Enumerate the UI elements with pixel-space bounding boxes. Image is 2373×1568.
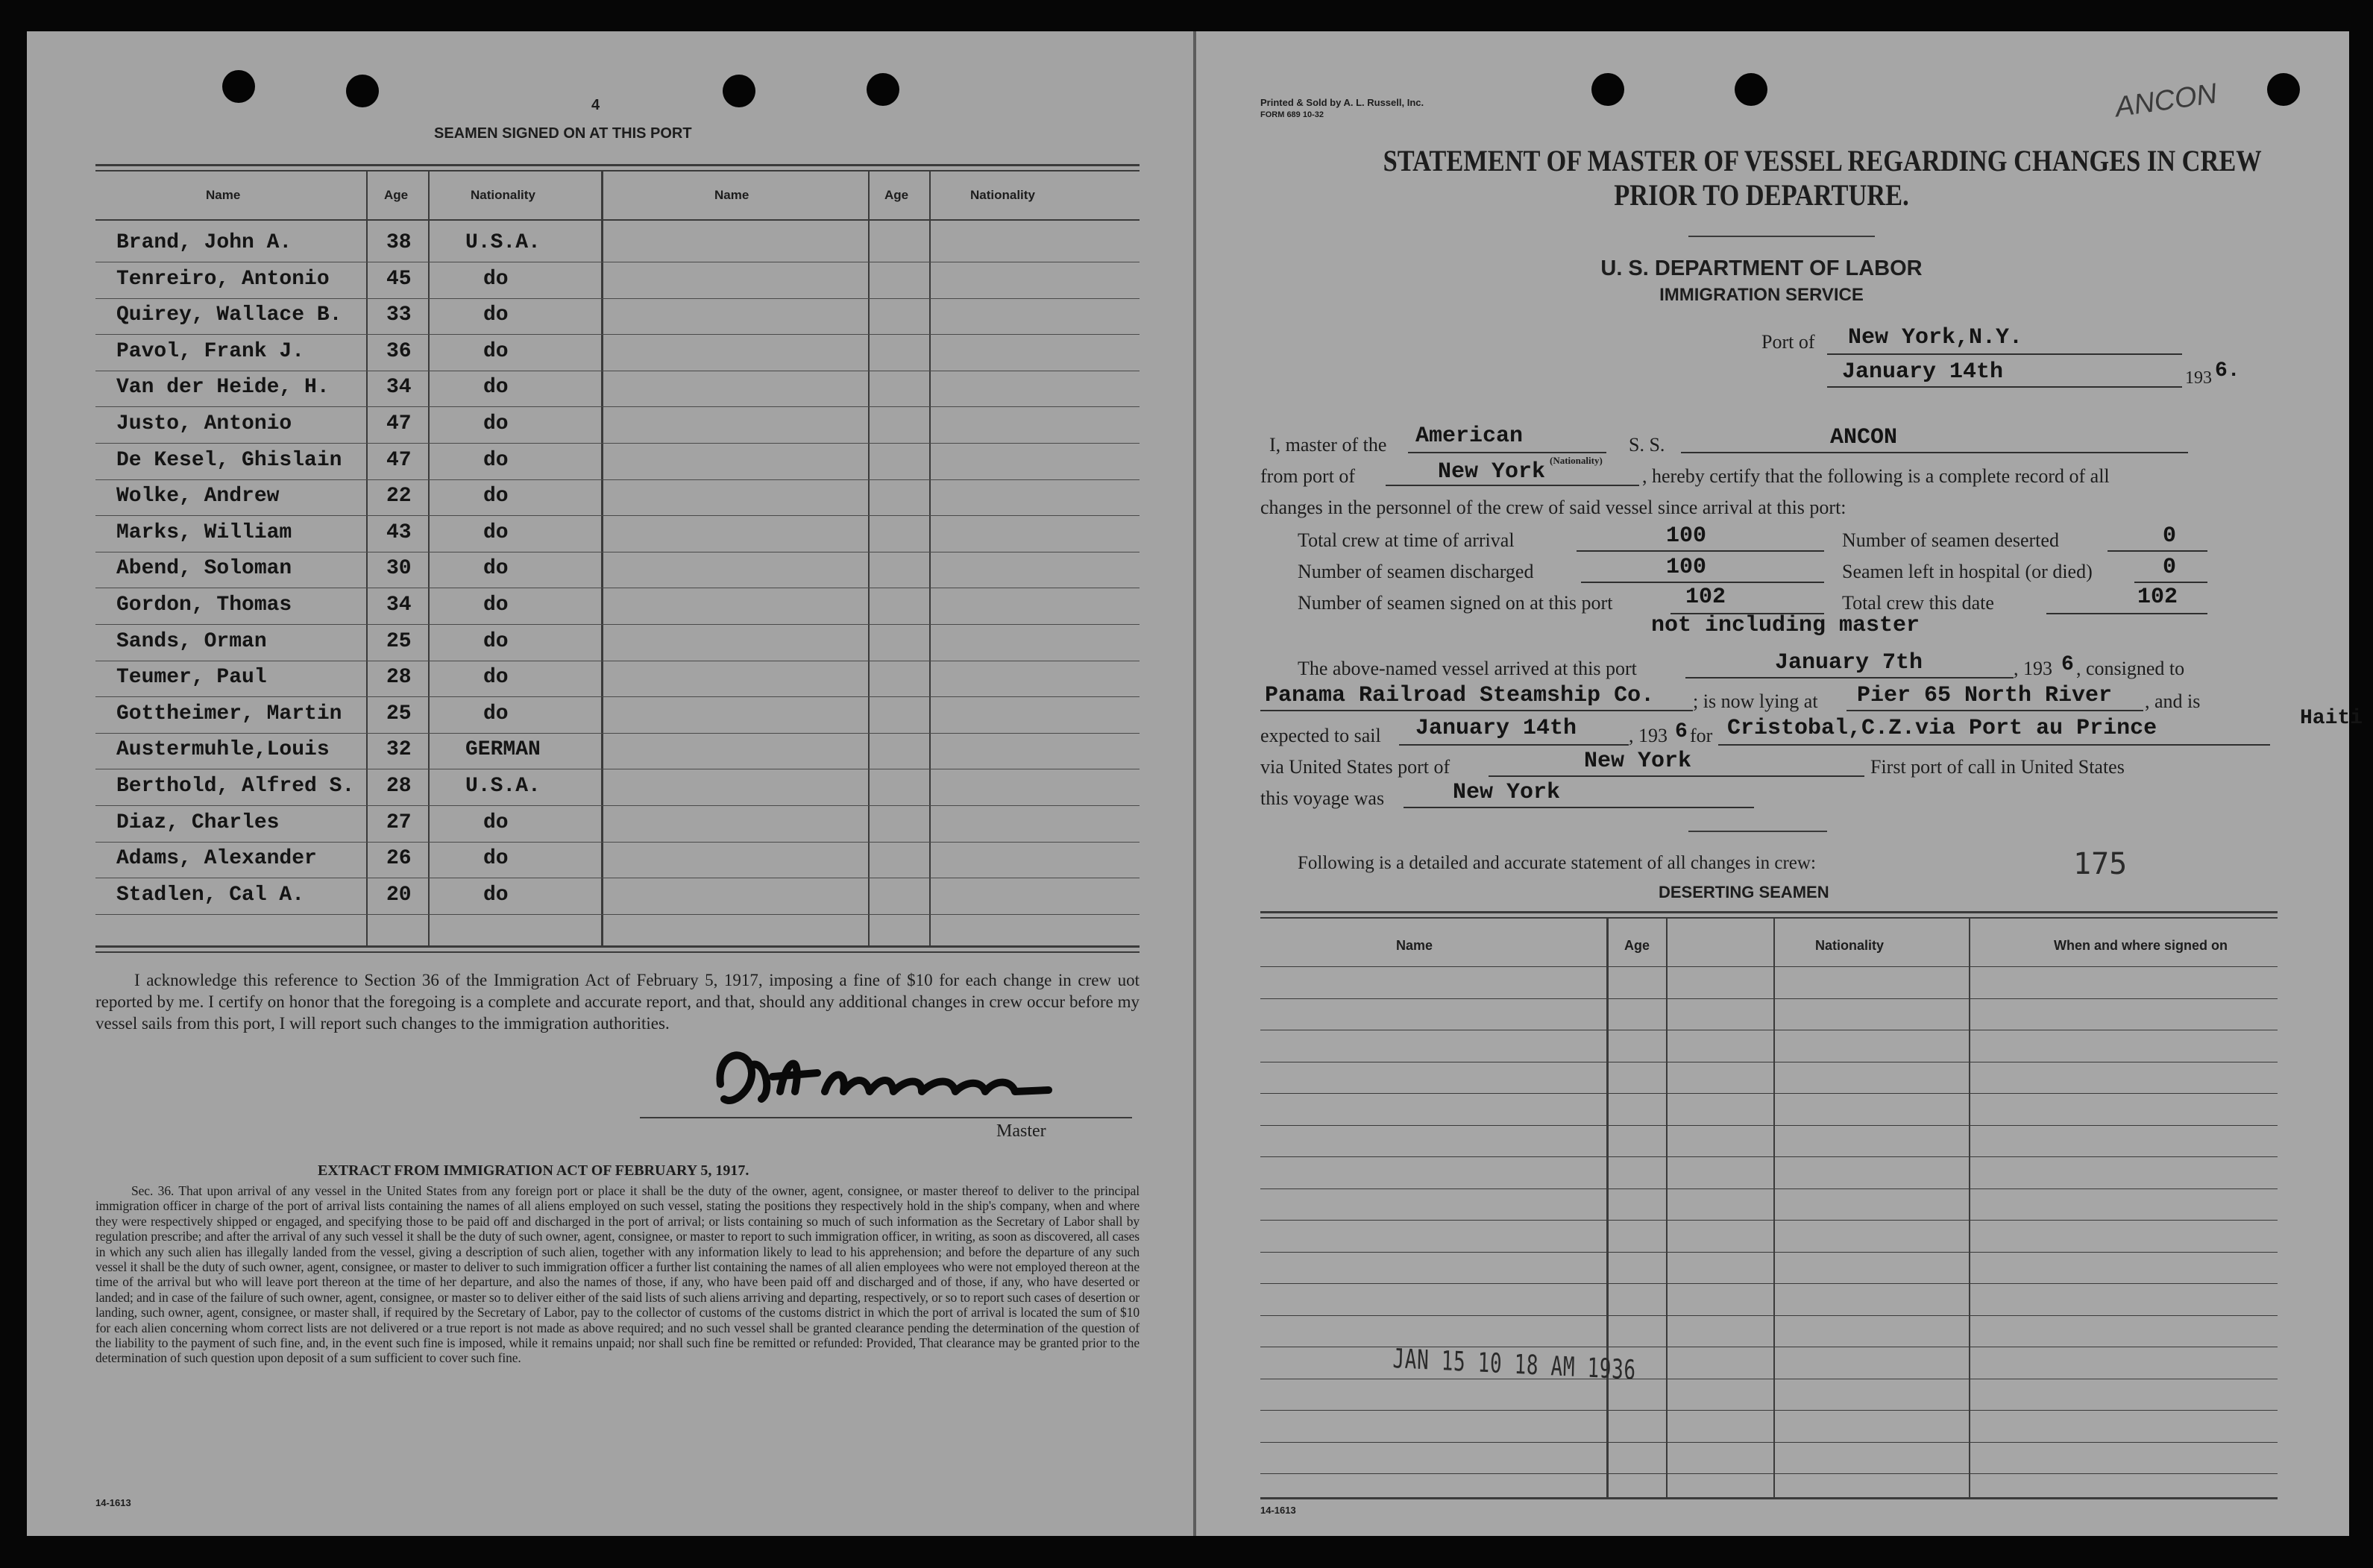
seaman-age: 45 xyxy=(386,267,412,291)
seaman-age: 34 xyxy=(386,376,412,400)
seaman-name: Abend, Soloman xyxy=(116,557,292,581)
punch-hole xyxy=(1591,73,1624,106)
fill-line xyxy=(1827,353,2182,355)
date-value: January 14th xyxy=(1842,359,2004,385)
right-page xyxy=(1193,31,2363,1536)
seaman-name: Wolke, Andrew xyxy=(116,485,280,509)
seaman-age: 34 xyxy=(386,593,412,617)
seaman-nationality: do xyxy=(483,557,509,581)
fill-line xyxy=(1581,582,1824,583)
total-arrival-value: 100 xyxy=(1666,523,1707,549)
column-header: Name xyxy=(206,188,241,202)
nationality-value: American xyxy=(1415,424,1524,449)
table-row xyxy=(95,661,1140,697)
seaman-nationality: do xyxy=(483,520,509,544)
consignee-value: Panama Railroad Steamship Co. xyxy=(1265,683,1655,708)
voyage-label: this voyage was xyxy=(1260,787,1385,809)
seaman-age: 28 xyxy=(386,775,412,798)
column-header: Nationality xyxy=(471,188,535,202)
fill-line xyxy=(2134,582,2207,583)
changes-text: changes in the personnel of the crew of said vessel since arrival at this port: xyxy=(1260,497,1846,518)
seaman-age: 30 xyxy=(386,557,412,581)
deserted-value: 0 xyxy=(2163,523,2177,549)
seaman-age: 22 xyxy=(386,485,412,509)
title-rule xyxy=(1688,236,1875,237)
destination-value: Cristobal,C.Z.via Port au Prince xyxy=(1727,716,2157,741)
form-title-line2: PRIOR TO DEPARTURE. xyxy=(1614,178,1909,212)
blank-row-rule xyxy=(1260,1442,2278,1443)
table-row xyxy=(95,879,1140,915)
blank-row-rule xyxy=(1260,1252,2278,1253)
seaman-age: 32 xyxy=(386,738,412,762)
seaman-age: 38 xyxy=(386,231,412,254)
table-row xyxy=(95,517,1140,552)
table-row xyxy=(95,227,1140,262)
arrived-year-digit: 6 xyxy=(2061,653,2074,676)
fill-line xyxy=(1386,485,1639,486)
service-name: IMMIGRATION SERVICE xyxy=(1659,285,1864,305)
department-name: U. S. DEPARTMENT OF LABOR xyxy=(1600,256,1923,280)
total-date-value: 102 xyxy=(2137,585,2178,610)
blank-row-rule xyxy=(1260,1156,2278,1157)
blank-row-rule xyxy=(1260,966,2278,967)
blank-row-rule xyxy=(1260,1283,2278,1284)
seaman-name: Gordon, Thomas xyxy=(116,593,292,617)
blank-row-rule xyxy=(1260,1473,2278,1474)
seaman-age: 47 xyxy=(386,448,412,472)
deserted-label: Number of seamen deserted xyxy=(1842,529,2059,551)
table-row xyxy=(95,299,1140,335)
column-header: Nationality xyxy=(970,188,1035,202)
sail-year-prefix: , 193 xyxy=(1629,725,1668,746)
seaman-age: 28 xyxy=(386,666,412,690)
fill-line xyxy=(2108,550,2207,552)
seaman-nationality: do xyxy=(483,666,509,690)
table-row xyxy=(95,408,1140,444)
total-date-label: Total crew this date xyxy=(1842,592,1994,614)
fill-line xyxy=(1404,807,1754,808)
seaman-name: Sands, Orman xyxy=(116,629,267,653)
punch-hole xyxy=(346,75,379,107)
seaman-nationality: do xyxy=(483,267,509,291)
seaman-nationality: do xyxy=(483,810,509,834)
ship-name: ANCON xyxy=(1830,425,1898,450)
certify-text: , hereby certify that the following is a complete record of all xyxy=(1642,465,2110,487)
seaman-name: Diaz, Charles xyxy=(116,810,280,834)
column-header: When and where signed on xyxy=(2054,938,2228,953)
seaman-nationality: do xyxy=(483,448,509,472)
table-row xyxy=(95,698,1140,734)
table-bottom-rule xyxy=(95,951,1140,953)
table-row xyxy=(95,770,1140,806)
table-row xyxy=(95,444,1140,480)
column-header: Age xyxy=(384,188,409,202)
seaman-name: Van der Heide, H. xyxy=(116,376,330,400)
consigned-label: , consigned to xyxy=(2076,658,2185,679)
blank-row-rule xyxy=(1260,1220,2278,1221)
table-row xyxy=(95,480,1140,516)
column-header: Name xyxy=(714,188,749,202)
fill-line xyxy=(1681,452,2188,453)
table-row xyxy=(95,371,1140,407)
destination-extra: Haiti xyxy=(2300,707,2363,730)
expected-label: expected to sail xyxy=(1260,725,1381,746)
page-number: 4 xyxy=(591,97,600,113)
form-number: 14-1613 xyxy=(1260,1505,1296,1516)
column-header: Age xyxy=(1624,938,1650,953)
printer-line: Printed & Sold by A. L. Russell, Inc. xyxy=(1260,97,1424,108)
lying-value: Pier 65 North River xyxy=(1857,683,2113,708)
seaman-name: Marks, William xyxy=(116,520,292,544)
seaman-age: 33 xyxy=(386,303,412,327)
table-row xyxy=(95,807,1140,843)
blank-row-rule xyxy=(1260,1410,2278,1411)
via-port-value: New York xyxy=(1584,749,1692,774)
seaman-age: 25 xyxy=(386,629,412,653)
table-top-rule xyxy=(1260,911,2278,913)
seaman-age: 43 xyxy=(386,520,412,544)
not-including-master: not including master xyxy=(1651,613,1920,638)
arrived-label: The above-named vessel arrived at this port xyxy=(1298,658,1637,679)
form-code: FORM 689 10-32 xyxy=(1260,110,1324,119)
blank-row-rule xyxy=(1260,1125,2278,1126)
master-signature xyxy=(698,1039,1086,1121)
seaman-name: De Kesel, Ghislain xyxy=(116,448,342,472)
table-row xyxy=(95,552,1140,588)
seaman-name: Teumer, Paul xyxy=(116,666,267,690)
handwritten-ship-note: ANCON xyxy=(2113,78,2219,124)
blank-row-rule xyxy=(1260,1315,2278,1316)
table-top-rule xyxy=(95,170,1140,171)
table-row xyxy=(95,734,1140,769)
acknowledgment-text: I acknowledge this reference to Section 36 of the Immigration Act of February 5, 1917, imposing a fine of $10 for each change in crew uot reported by me. I certify on honor that the foregoing is a complete and accurate report, and that, should any additional changes in crew occur before my vessel sails from this port, I will report such changes to the immigration authorities. xyxy=(95,971,1140,1033)
seaman-nationality: do xyxy=(483,593,509,617)
discharged-label: Number of seamen discharged xyxy=(1298,561,1534,582)
following-label: Following is a detailed and accurate statement of all changes in crew: xyxy=(1298,853,1816,873)
seaman-nationality: U.S.A. xyxy=(465,775,541,798)
fill-line xyxy=(1489,775,1864,777)
fill-line xyxy=(1408,452,1606,453)
seaman-age: 27 xyxy=(386,810,412,834)
signed-on-value: 102 xyxy=(1685,585,1726,610)
seaman-name: Adams, Alexander xyxy=(116,847,317,871)
table-row xyxy=(95,263,1140,299)
for-label: for xyxy=(1690,725,1713,746)
via-label: via United States port of xyxy=(1260,756,1450,778)
seaman-name: Stadlen, Cal A. xyxy=(116,883,305,907)
blank-row-rule xyxy=(1260,1188,2278,1189)
seaman-nationality: do xyxy=(483,412,509,435)
table-row xyxy=(95,336,1140,371)
total-arrival-label: Total crew at time of arrival xyxy=(1298,529,1515,551)
fill-line xyxy=(1718,744,2270,746)
column-header: Age xyxy=(884,188,909,202)
hospital-value: 0 xyxy=(2163,555,2177,580)
column-header: Name xyxy=(1396,938,1433,953)
punch-hole xyxy=(2267,73,2300,106)
seaman-nationality: do xyxy=(483,847,509,871)
seaman-name: Austermuhle,Louis xyxy=(116,738,330,762)
year-digit: 6. xyxy=(2215,359,2240,382)
form-number: 14-1613 xyxy=(95,1497,131,1508)
ss-label: S. S. xyxy=(1629,434,1665,456)
punch-hole xyxy=(723,75,755,107)
blank-row-rule xyxy=(1260,998,2278,999)
nationality-caption: (Nationality) xyxy=(1550,455,1603,466)
seaman-age: 26 xyxy=(386,847,412,871)
master-label: Master xyxy=(996,1121,1046,1141)
extract-title: EXTRACT FROM IMMIGRATION ACT OF FEBRUARY 5, 1917. xyxy=(318,1162,749,1179)
seaman-nationality: do xyxy=(483,485,509,509)
table-bottom-rule xyxy=(95,945,1140,948)
seaman-name: Berthold, Alfred S. xyxy=(116,775,355,798)
seaman-name: Justo, Antonio xyxy=(116,412,292,435)
table-row xyxy=(95,589,1140,625)
hospital-label: Seamen left in hospital (or died) xyxy=(1842,561,2093,582)
section-rule xyxy=(1688,831,1827,832)
seaman-nationality: U.S.A. xyxy=(465,231,541,254)
fill-line xyxy=(1399,744,1629,746)
seaman-age: 36 xyxy=(386,339,412,363)
seaman-nationality: do xyxy=(483,702,509,725)
fill-line xyxy=(2046,613,2207,614)
lying-label: ; is now lying at xyxy=(1693,690,1818,712)
seaman-age: 47 xyxy=(386,412,412,435)
extract-text: Sec. 36. That upon arrival of any vessel in the United States from any foreign port or place it shall be the duty of the owner, agent, consignee, or master thereof to deliver to the principal immigration officer in charge of the port of arrival lists containing the names of all aliens employed on such vessel, stating the positions they respectively hold in the ship's company, when and where they were respectively shipped or engaged, and specifying those to be paid off and discharged in the port of arrival; or lists containing so much of such information as the Secretary of Labor shall by regulation prescribe; and after the arrival of any such vessel it shall be the duty of such owner, agent, consignee, or master to report to such immigration officer, in writing, as soon as discovered, all cases in which any such alien has illegally landed from the vessel, giving a description of such alien, together with any information likely to lead to his apprehension; and before the departure of any such vessel it shall be the duty of such owner, agent, consignee, or master to deliver to such immigration officer a further list containing the names of all alien employees who were not employed thereon at the time of the arrival but who will leave port thereon at the time of her departure, and also the names of those, if any, who have been paid off and discharged and of those, if any, who have deserted or landed; and in case of the failure of such owner, agent, consignee, or master so to deliver either of the said lists of such aliens arriving and departing, respectively, or so to report such cases of desertion or landing, such owner, agent, consignee, or master shall, if required by the Secretary of Labor, pay to the collector of customs of the customs district in which the port of arrival is located the sum of $10 for each alien concerning whom correct lists are not delivered or a true report is not made as above required; and no such vessel shall be granted clearance pending the determination of the question of the liability to the payment of such fine, and, in the event such fine is imposed, while it remains unpaid; nor shall such fine be remitted or refunded: Provided, That clearance may be granted prior to the determination of such question upon deposit of a sum sufficient to cover such fine. xyxy=(95,1183,1140,1366)
column-header: Nationality xyxy=(1815,938,1885,953)
row-rule xyxy=(95,914,1140,915)
seaman-nationality: do xyxy=(483,629,509,653)
seaman-name: Gottheimer, Martin xyxy=(116,702,342,725)
port-label: Port of xyxy=(1761,331,1815,353)
deserting-title: DESERTING SEAMEN xyxy=(1659,883,1829,901)
arrived-year-prefix: , 193 xyxy=(2014,658,2052,679)
sail-year-digit: 6 xyxy=(1675,720,1688,743)
section-title: SEAMEN SIGNED ON AT THIS PORT xyxy=(434,125,692,142)
seaman-nationality: do xyxy=(483,339,509,363)
seaman-name: Quirey, Wallace B. xyxy=(116,303,342,327)
received-date-stamp: JAN 15 10 18 AM 1936 xyxy=(1392,1344,1637,1386)
table-top-rule xyxy=(95,164,1140,166)
sail-date-value: January 14th xyxy=(1415,716,1577,741)
from-port-label: from port of xyxy=(1260,465,1356,487)
signed-on-label: Number of seamen signed on at this port xyxy=(1298,592,1613,614)
form-title: STATEMENT OF MASTER OF VESSEL REGARDING CHANGES IN CREW xyxy=(1383,144,2262,177)
from-port-value: New York xyxy=(1438,459,1546,485)
fill-line xyxy=(1827,386,2182,388)
stamp-number: 175 xyxy=(2073,847,2128,881)
seaman-nationality: do xyxy=(483,303,509,327)
seaman-nationality: do xyxy=(483,376,509,400)
arrived-value: January 7th xyxy=(1775,650,1923,676)
and-is-label: , and is xyxy=(2145,690,2201,712)
punch-hole xyxy=(1735,73,1767,106)
voyage-value: New York xyxy=(1453,780,1561,805)
left-page xyxy=(27,31,1193,1536)
seaman-nationality: do xyxy=(483,883,509,907)
punch-hole xyxy=(222,70,255,103)
seaman-name: Brand, John A. xyxy=(116,231,292,254)
fill-line xyxy=(1260,710,1693,711)
port-value: New York,N.Y. xyxy=(1848,325,2023,350)
signature-line xyxy=(640,1117,1132,1118)
punch-hole xyxy=(867,73,899,106)
blank-row-rule xyxy=(1260,1093,2278,1094)
fill-line xyxy=(1846,710,2143,711)
table-bottom-rule xyxy=(1260,1497,2278,1499)
seaman-nationality: GERMAN xyxy=(465,738,541,762)
seaman-name: Pavol, Frank J. xyxy=(116,339,305,363)
first-port-label: First port of call in United States xyxy=(1870,756,2125,778)
fill-line xyxy=(1577,550,1824,552)
seaman-age: 20 xyxy=(386,883,412,907)
master-of-label: I, master of the xyxy=(1269,434,1387,456)
fill-line xyxy=(1685,677,2014,678)
table-header-rule xyxy=(95,219,1140,221)
year-prefix: 193 xyxy=(2185,368,2212,388)
table-row xyxy=(95,843,1140,878)
table-top-rule xyxy=(1260,917,2278,919)
seaman-age: 25 xyxy=(386,702,412,725)
table-row xyxy=(95,626,1140,661)
discharged-value: 100 xyxy=(1666,555,1707,580)
seaman-name: Tenreiro, Antonio xyxy=(116,267,330,291)
